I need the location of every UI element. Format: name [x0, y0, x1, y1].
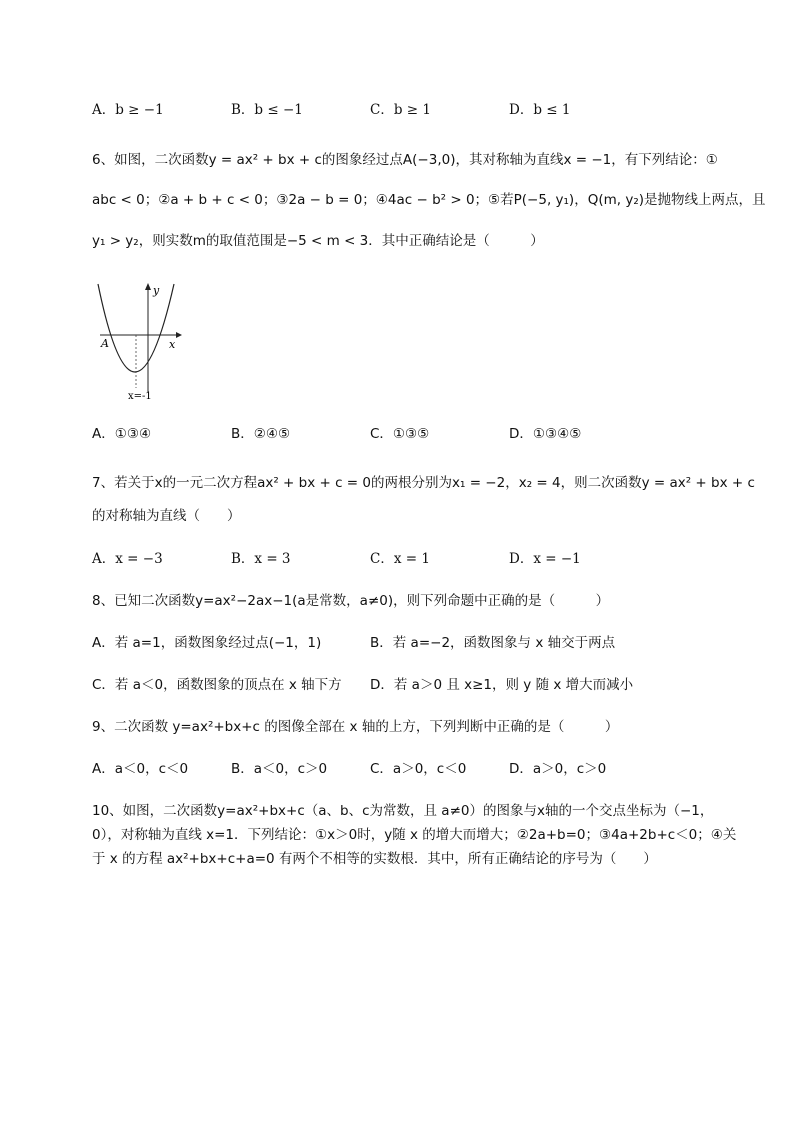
q8-option-d: D．若 a＞0 且 x≥1，则 y 随 x 增大而减小	[370, 677, 634, 693]
q5-option-a: A．b ≥ −1	[92, 102, 164, 118]
q5-option-d: D．b ≤ 1	[509, 102, 571, 118]
q5-option-c: C．b ≥ 1	[370, 102, 431, 118]
q8-option-a: A．若 a=1，函数图象经过点(−1，1)	[92, 635, 322, 651]
x-axis-label: x	[169, 338, 176, 351]
q6-option-a: A．①③④	[92, 426, 152, 442]
y-axis-arrow	[145, 283, 151, 290]
q9-stem: 9、二次函数 y=ax²+bx+c 的图像全部在 x 轴的上方，下列判断中正确的是（ ）	[92, 719, 619, 735]
q6-option-b: B．②④⑤	[231, 426, 291, 442]
q8-stem: 8、已知二次函数y=ax²−2ax−1(a是常数，a≠0)，则下列命题中正确的是（ ）	[92, 593, 610, 609]
q9-option-a: A．a＜0，c＜0	[92, 761, 189, 777]
q8-option-b: B．若 a=−2，函数图象与 x 轴交于两点	[370, 635, 616, 651]
q6-stem-line3: y₁ > y₂，则实数m的取值范围是−5 < m < 3．其中正确结论是（ ）	[92, 233, 544, 249]
q6-parabola-figure	[92, 280, 192, 405]
q6-option-d: D．①③④⑤	[509, 426, 582, 442]
q6-option-c: C．①③⑤	[370, 426, 430, 442]
q9-option-b: B．a＜0，c＞0	[231, 761, 328, 777]
q9-option-c: C．a＞0，c＜0	[370, 761, 467, 777]
q7-stem-line1: 7、若关于x的一元二次方程ax² + bx + c = 0的两根分别为x₁ = −2，x₂ = 4，则二次函数y = ax² + bx + c	[92, 475, 755, 491]
q9-option-d: D．a＞0，c＞0	[509, 761, 607, 777]
q10-stem: 10、如图，二次函数y=ax²+bx+c（a、b、c为常数，且 a≠0）的图象与x轴的一个交点坐标为（−1，0），对称轴为直线 x=1．下列结论：①x＞0时，y随 x 的增大而增大；②2a+b=0；③4a+2b+c＜0；④关于 x 的方程 ax²+bx+c+a=0 有两个不相等的实数根．其中，所有正确结论的序号为（ ）	[92, 803, 737, 867]
q6-stem-line1: 6、如图，二次函数y = ax² + bx + c的图象经过点A(−3,0)，其对称轴为直线x = −1，有下列结论：①	[92, 152, 718, 168]
q8-option-c: C．若 a＜0，函数图象的顶点在 x 轴下方	[92, 677, 342, 693]
q5-option-b: B．b ≤ −1	[231, 102, 303, 118]
x-axis-arrow	[176, 332, 182, 338]
q7-option-a: A．x = −3	[92, 551, 163, 567]
symmetry-axis-label: x=-1	[128, 391, 152, 402]
parabola-curve	[98, 284, 174, 372]
q6-stem-line2: abc < 0；②a + b + c < 0；③2a − b = 0；④4ac − b² > 0；⑤若P(−5, y₁)，Q(m, y₂)是抛物线上两点，且	[92, 192, 766, 208]
q7-option-c: C．x = 1	[370, 551, 430, 567]
q7-option-b: B．x = 3	[231, 551, 291, 567]
q7-option-d: D．x = −1	[509, 551, 581, 567]
point-a-label: A	[101, 337, 109, 350]
y-axis-label: y	[153, 284, 160, 297]
q7-stem-line2: 的对称轴为直线（ ）	[92, 508, 241, 524]
